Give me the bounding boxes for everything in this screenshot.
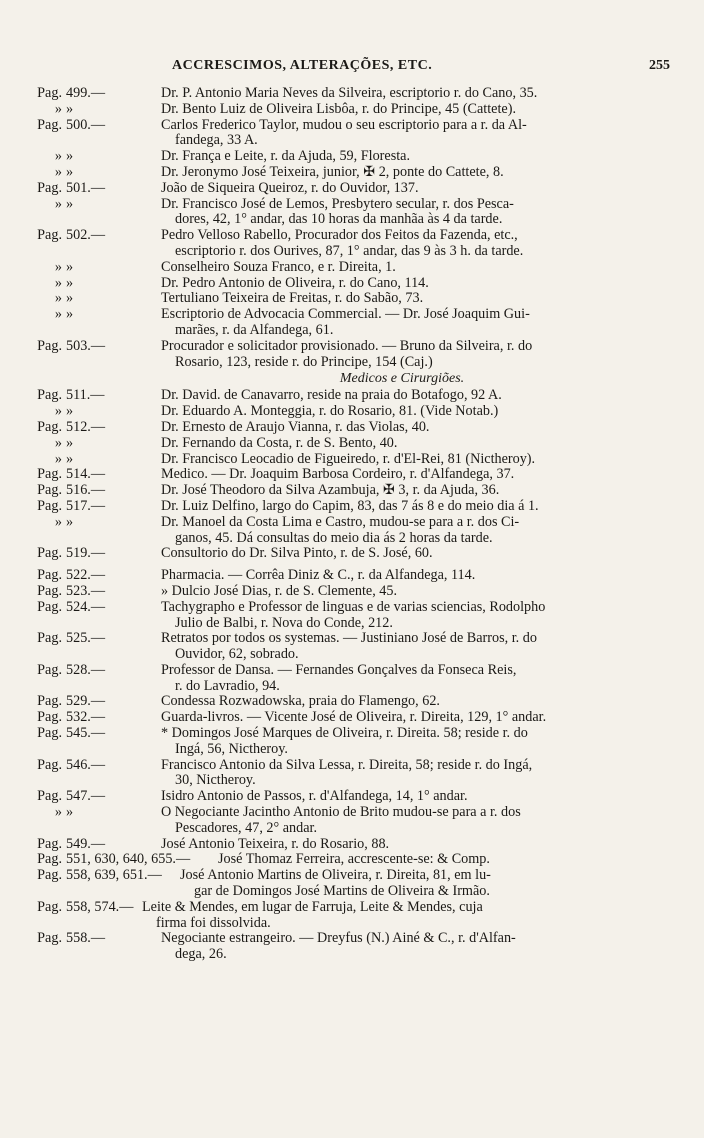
list-item [0, 483, 704, 499]
entry-line: Dr. Fernando da Costa, r. de S. Bento, 40. [161, 434, 398, 451]
list-item [0, 852, 704, 868]
entry-text [161, 165, 649, 181]
entry-page-ref: 551, 630, 640, 655.— [66, 851, 191, 868]
entries-list [0, 86, 704, 963]
entries-group-c [0, 568, 704, 963]
entry-line: Negociante estrangeiro. — Dreyfus (N.) Ainé & C., r. d'Alfan- [161, 930, 516, 947]
entry-text [161, 789, 649, 805]
list-item [0, 452, 704, 468]
entry-line: Dr. Jeronymo José Teixeira, junior, ✠ 2, ponte do Cattete, 8. [161, 163, 504, 180]
entry-text [161, 663, 649, 695]
entry-text [161, 600, 649, 632]
entry-pag-label: Pag. [37, 835, 62, 852]
entry-line: Dr. P. Antonio Maria Neves da Silveira, escriptorio r. do Cano, 35. [161, 85, 538, 101]
entry-line: Rosario, 123, reside r. do Principe, 154 (Caj.) [175, 353, 433, 370]
entry-line: João de Siqueira Queiroz, r. do Ouvidor, 137. [161, 179, 419, 196]
list-item [0, 694, 704, 710]
list-item [0, 404, 704, 420]
list-item [0, 931, 704, 963]
entry-line: 30, Nictheroy. [175, 772, 256, 789]
entry-page-ref: 558, 574.— [66, 898, 134, 915]
entry-pag-label: Pag. [37, 545, 62, 562]
list-item [0, 467, 704, 483]
entry-line: escriptorio r. dos Ourives, 87, 1° andar, das 9 às 3 h. da tarde. [175, 242, 524, 259]
list-item [0, 546, 704, 562]
entry-pag-label: Pag. [37, 179, 62, 196]
entry-text [161, 483, 649, 499]
list-item [0, 291, 704, 307]
entry-pag-label: Pag. [37, 788, 62, 805]
entry-line: Guarda-livros. — Vicente José de Oliveira, r. Direita, 129, 1° andar. [161, 709, 547, 726]
entry-text [161, 631, 649, 663]
entry-text [161, 436, 649, 452]
entry-line: Professor de Dansa. — Fernandes Gonçalves da Fonseca Reis, [161, 661, 517, 678]
entry-line: Escriptorio de Advocacia Commercial. — Dr. José Joaquim Gui- [161, 306, 530, 323]
entry-text [161, 404, 649, 420]
entry-pag-label: Pag. [37, 867, 62, 884]
entry-page-ref: » [66, 163, 74, 180]
entry-page-ref: 501.— [66, 179, 106, 196]
running-title: ACCRESCIMOS, ALTERAÇÕES, ETC. [172, 58, 433, 73]
entry-page-ref: » [66, 306, 74, 323]
list-item [0, 568, 704, 584]
entry-pag-label: » [54, 100, 62, 117]
entry-page-ref: 545.— [66, 725, 106, 742]
entry-pag-label: Pag. [37, 387, 62, 404]
entry-line: Retratos por todos os systemas. — Justiniano José de Barros, r. do [161, 630, 537, 647]
entry-line: Dr. Ernesto de Araujo Vianna, r. das Violas, 40. [161, 418, 430, 435]
entry-text [161, 931, 649, 963]
entry-text [161, 584, 649, 600]
entry-page-ref: 532.— [66, 709, 106, 726]
entry-pag-label: » [54, 434, 62, 451]
entry-page-ref: 549.— [66, 835, 106, 852]
list-item [0, 726, 704, 758]
entry-line: José Thomaz Ferreira, accrescente-se: & Comp. [218, 851, 490, 868]
entry-pag-label: Pag. [37, 756, 62, 773]
list-item [0, 197, 704, 229]
entry-page-ref: 528.— [66, 661, 106, 678]
entry-text [161, 118, 649, 150]
entry-page-ref: 511.— [66, 387, 105, 404]
list-item [0, 339, 704, 371]
entry-line: firma foi dissolvida. [156, 914, 271, 931]
entry-pag-label: Pag. [37, 930, 62, 947]
entry-page-ref: » [66, 513, 74, 530]
entry-line: * Domingos José Marques de Oliveira, r. Direita. 58; reside r. do [161, 725, 528, 742]
list-item [0, 868, 704, 900]
entry-line: Carlos Frederico Taylor, mudou o seu escriptorio para a r. da Al- [161, 116, 527, 133]
entry-text [161, 197, 649, 229]
list-item [0, 276, 704, 292]
entry-line: Conselheiro Souza Franco, e r. Direita, 1. [161, 258, 396, 275]
entry-page-ref: 503.— [66, 337, 106, 354]
entry-pag-label: Pag. [37, 466, 62, 483]
entry-pag-label: » [54, 274, 62, 291]
entry-pag-label: » [54, 513, 62, 530]
entry-line: Dr. Francisco Leocadio de Figueiredo, r. d'El-Rei, 81 (Nictheroy). [161, 450, 536, 467]
list-item [0, 758, 704, 790]
entry-line: Dr. Eduardo A. Monteggia, r. do Rosario, 81. (Vide Notab.) [161, 403, 499, 420]
entry-text [161, 276, 649, 292]
entry-text [161, 181, 649, 197]
entry-page-ref: 512.— [66, 418, 106, 435]
entry-line: Medico. — Dr. Joaquim Barbosa Cordeiro, r. d'Alfandega, 37. [161, 466, 515, 483]
entry-line: O Negociante Jacintho Antonio de Brito mudou-se para a r. dos [161, 804, 521, 821]
entry-pag-label: » [54, 804, 62, 821]
entry-page-ref: » [66, 148, 74, 165]
entry-line: » Dulcio José Dias, r. de S. Clemente, 45. [161, 582, 398, 599]
entry-pag-label: Pag. [37, 693, 62, 710]
entry-text [218, 852, 649, 868]
entry-text [161, 420, 649, 436]
entry-line: Procurador e solicitador provisionado. — Bruno da Silveira, r. do [161, 337, 533, 354]
page-header [60, 58, 670, 78]
entry-pag-label: Pag. [37, 482, 62, 499]
list-item [0, 102, 704, 118]
entry-page-ref: 558, 639, 651.— [66, 867, 162, 884]
list-item [0, 165, 704, 181]
entry-text [161, 546, 649, 562]
entry-line: Dr. Pedro Antonio de Oliveira, r. do Cano, 114. [161, 274, 429, 291]
list-item [0, 149, 704, 165]
entry-text [161, 694, 649, 710]
entry-page-ref: 500.— [66, 116, 106, 133]
entry-line: José Antonio Martins de Oliveira, r. Direita, 81, em lu- [180, 867, 491, 884]
entry-page-ref: 502.— [66, 227, 106, 244]
entry-pag-label: » [54, 306, 62, 323]
entry-pag-label: Pag. [37, 851, 62, 868]
entry-pag-label: Pag. [37, 582, 62, 599]
entry-page-ref: » [66, 403, 74, 420]
entry-line: Pedro Velloso Rabello, Procurador dos Feitos da Fazenda, etc., [161, 227, 518, 244]
entry-page-ref: » [66, 450, 74, 467]
list-item [0, 600, 704, 632]
entry-page-ref: » [66, 195, 74, 212]
entry-line: Julio de Balbi, r. Nova do Conde, 212. [175, 614, 393, 631]
entry-pag-label: Pag. [37, 337, 62, 354]
entry-page-ref: » [66, 100, 74, 117]
page-number: 255 [649, 58, 670, 73]
entry-text [161, 467, 649, 483]
entry-line: r. do Lavradio, 94. [175, 677, 280, 694]
entry-page-ref: 546.— [66, 756, 106, 773]
entry-page-ref: 529.— [66, 693, 106, 710]
list-item [0, 789, 704, 805]
entry-pag-label: » [54, 450, 62, 467]
entry-pag-label: » [54, 163, 62, 180]
entry-page-ref: » [66, 258, 74, 275]
entry-text [161, 291, 649, 307]
entry-pag-label: » [54, 403, 62, 420]
entry-line: dega, 26. [175, 946, 227, 963]
list-item [0, 260, 704, 276]
entry-pag-label: Pag. [37, 725, 62, 742]
entry-text [161, 499, 649, 515]
entry-page-ref: 558.— [66, 930, 106, 947]
list-item [0, 228, 704, 260]
list-item [0, 388, 704, 404]
list-item [0, 86, 704, 102]
entry-page-ref: 517.— [66, 497, 106, 514]
entry-line: José Antonio Teixeira, r. do Rosario, 88. [161, 835, 390, 852]
list-item [0, 118, 704, 150]
entry-text [161, 452, 649, 468]
entry-pag-label: » [54, 148, 62, 165]
list-item [0, 631, 704, 663]
entry-pag-label: Pag. [37, 661, 62, 678]
entry-line: Dr. David. de Canavarro, reside na praia do Botafogo, 92 A. [161, 387, 502, 404]
entry-page-ref: 514.— [66, 466, 106, 483]
entry-pag-label: Pag. [37, 898, 62, 915]
list-item [0, 307, 704, 339]
entry-line: Ouvidor, 62, sobrado. [175, 646, 299, 663]
entry-line: ganos, 45. Dá consultas do meio dia ás 2 horas da tarde. [175, 529, 493, 546]
entry-pag-label: Pag. [37, 227, 62, 244]
entry-line: Tertuliano Teixeira de Freitas, r. do Sabão, 73. [161, 290, 424, 307]
entry-line: Condessa Rozwadowska, praia do Flamengo, 62. [161, 693, 440, 710]
entry-line: Dr. José Theodoro da Silva Azambuja, ✠ 3, r. da Ajuda, 36. [161, 482, 500, 499]
entry-line: Dr. Bento Luiz de Oliveira Lisbôa, r. do Principe, 45 (Cattete). [161, 100, 516, 117]
entry-page-ref: 524.— [66, 598, 106, 615]
entry-line: Leite & Mendes, em lugar de Farruja, Leite & Mendes, cuja [142, 898, 483, 915]
entry-page-ref: 547.— [66, 788, 106, 805]
entry-text [180, 868, 649, 900]
entry-text [161, 758, 649, 790]
list-item [0, 837, 704, 853]
list-item [0, 181, 704, 197]
section-heading: Medicos e Cirurgiões. [339, 371, 465, 387]
entry-text [161, 260, 649, 276]
entry-text [161, 339, 649, 371]
entry-pag-label: Pag. [37, 630, 62, 647]
entry-line: Tachygrapho e Professor de linguas e de varias sciencias, Rodolpho [161, 598, 546, 615]
list-item [0, 499, 704, 515]
list-item [0, 663, 704, 695]
entry-pag-label: Pag. [37, 567, 62, 584]
list-item [0, 436, 704, 452]
entry-pag-label: » [54, 258, 62, 275]
entry-page-ref: 525.— [66, 630, 106, 647]
entry-page-ref: 499.— [66, 85, 106, 101]
entry-line: Dr. Luiz Delfino, largo do Capim, 83, das 7 ás 8 e do meio dia á 1. [161, 497, 539, 514]
entry-pag-label: Pag. [37, 418, 62, 435]
entry-page-ref: 516.— [66, 482, 106, 499]
entry-text [161, 307, 649, 339]
entry-line: Pharmacia. — Corrêa Diniz & C., r. da Alfandega, 114. [161, 567, 476, 584]
entry-line: Francisco Antonio da Silva Lessa, r. Direita, 58; reside r. do Ingá, [161, 756, 533, 773]
entry-line: gar de Domingos José Martins de Oliveira & Irmão. [194, 883, 490, 900]
list-item [0, 515, 704, 547]
entry-text [161, 149, 649, 165]
entry-pag-label: Pag. [37, 497, 62, 514]
entry-line: Pescadores, 47, 2° andar. [175, 819, 317, 836]
entry-text [161, 568, 649, 584]
entry-line: Isidro Antonio de Passos, r. d'Alfandega, 14, 1° andar. [161, 788, 468, 805]
list-item [0, 584, 704, 600]
entry-text [161, 805, 649, 837]
entry-text [161, 388, 649, 404]
entry-page-ref: 522.— [66, 567, 106, 584]
entry-line: dores, 42, 1° andar, das 10 horas da manhãa às 4 da tarde. [175, 211, 503, 228]
entry-line: marães, r. da Alfandega, 61. [175, 321, 334, 338]
entry-pag-label: Pag. [37, 709, 62, 726]
entry-pag-label: Pag. [37, 598, 62, 615]
entry-page-ref: » [66, 274, 74, 291]
entry-line: Ingá, 56, Nictheroy. [175, 740, 288, 757]
entry-text [161, 86, 649, 102]
entry-line: fandega, 33 A. [175, 132, 258, 149]
list-item [0, 805, 704, 837]
entry-text [161, 228, 649, 260]
entry-page-ref: 519.— [66, 545, 106, 562]
entry-text [142, 900, 649, 932]
entry-text [161, 837, 649, 853]
entry-page-ref: » [66, 804, 74, 821]
entries-group-b [0, 388, 704, 562]
entry-page-ref: 523.— [66, 582, 106, 599]
entry-pag-label: Pag. [37, 116, 62, 133]
entry-pag-label: » [54, 290, 62, 307]
entry-line: Dr. Manoel da Costa Lima e Castro, mudou-se para a r. dos Ci- [161, 513, 520, 530]
entry-pag-label: Pag. [37, 85, 62, 101]
entry-text [161, 102, 649, 118]
entry-pag-label: » [54, 195, 62, 212]
list-item [0, 900, 704, 932]
entry-page-ref: » [66, 434, 74, 451]
entry-text [161, 515, 649, 547]
list-item [0, 710, 704, 726]
list-item [0, 420, 704, 436]
entries-group-a [0, 86, 704, 370]
entry-line: Dr. Francisco José de Lemos, Presbytero secular, r. dos Pesca- [161, 195, 514, 212]
entry-page-ref: » [66, 290, 74, 307]
entry-line: Dr. França e Leite, r. da Ajuda, 59, Floresta. [161, 148, 410, 165]
entry-text [161, 726, 649, 758]
entry-text [161, 710, 649, 726]
entry-line: Consultorio do Dr. Silva Pinto, r. de S. José, 60. [161, 545, 433, 562]
